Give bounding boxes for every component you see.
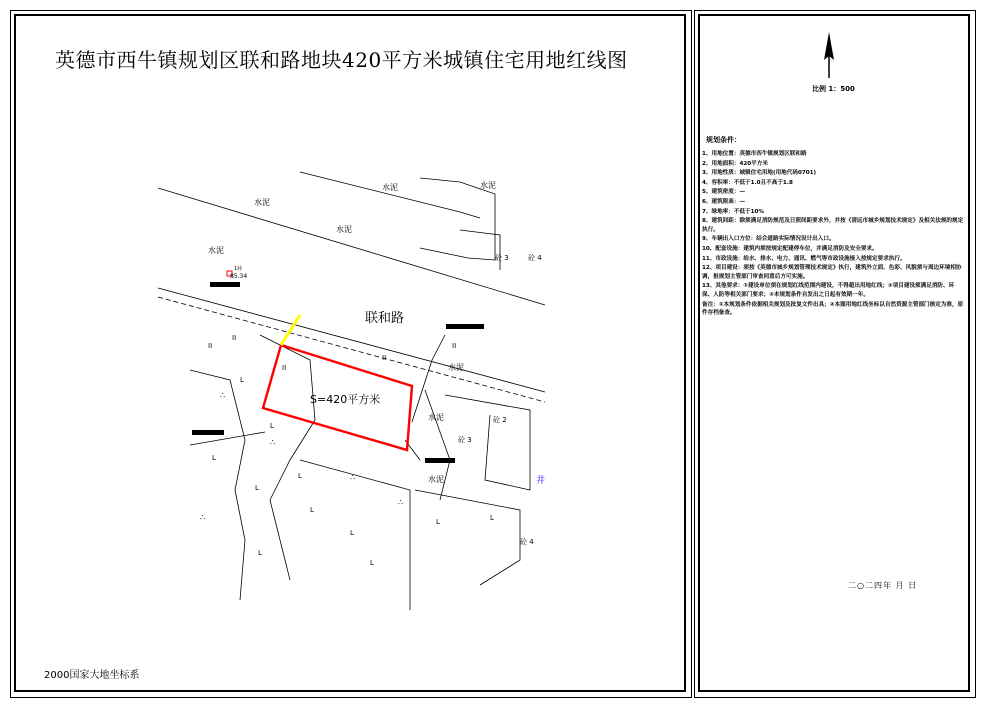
well-marker-icon: 井 — [536, 476, 546, 486]
concrete-label-3: 砼 3 — [495, 254, 509, 262]
control-point-marker-c — [192, 430, 224, 435]
ratio-label-5: II — [382, 354, 387, 362]
house-label-4: L — [270, 422, 274, 430]
north-arrow-icon — [818, 30, 840, 80]
condition-item: 5、建筑密度：— — [702, 189, 746, 196]
cement-label-1: 水泥 — [208, 246, 224, 255]
cement-label-3: 水泥 — [336, 225, 352, 234]
road-name-label: 联和路 — [365, 311, 405, 326]
highlight-mark — [281, 315, 300, 345]
planning-conditions-list — [702, 150, 964, 319]
elevation-label: 85.34 — [230, 273, 248, 280]
condition-item: 2、用地面积：420平方米 — [702, 160, 768, 167]
cement-label-4: 水泥 — [382, 183, 398, 192]
cement-label-5: 水泥 — [480, 181, 496, 190]
control-point-marker-d — [425, 458, 455, 463]
condition-item: 12、项目建设：须按《英德市城乡规划管理技术规定》执行，建筑外立面、色彩、风貌须与周边环境相协调，报规划主管部门审查同意后方可实施。 — [702, 265, 962, 280]
plot-area-label: S=420平方米 — [310, 393, 381, 406]
house-label-1: L — [240, 376, 244, 384]
building-block-north — [420, 178, 495, 260]
condition-item: 11、市政设施：给水、排水、电力、通讯、燃气等市政设施接入按规定要求执行。 — [702, 255, 906, 262]
condition-item: 3、用地性质：城镇住宅用地(用地代码0701) — [702, 170, 817, 177]
scale-label: 比例 1：500 — [812, 85, 855, 93]
house-label-11: L — [490, 514, 494, 522]
building-edge-north — [300, 172, 480, 218]
notes-title: 规划条件： — [706, 136, 741, 144]
coordinate-system-label: 2000国家大地坐标系 — [44, 670, 140, 681]
condition-item: 8、建筑间距：除须满足消防规范及日照间距要求外，并按《清远市城乡规划技术规定》及相关法规的规定执行。 — [702, 218, 964, 233]
house-label-5: L — [298, 472, 302, 480]
control-point-marker-a — [210, 282, 240, 287]
right-inner-frame — [698, 14, 970, 692]
leader-line-north — [412, 335, 445, 422]
north-arrow — [818, 30, 840, 80]
site-map — [150, 160, 560, 615]
cement-label-2: 水泥 — [254, 198, 270, 207]
parcel-south-a — [300, 460, 410, 610]
control-point-marker-b — [446, 324, 484, 329]
condition-item: 6、建筑限高：— — [702, 198, 746, 205]
cement-label-6: 水泥 — [428, 413, 444, 422]
condition-item: 7、绿地率：不低于10% — [702, 208, 765, 215]
road-setback-line — [158, 297, 545, 402]
house-label-3: L — [255, 484, 259, 492]
ratio-label-1: II — [208, 342, 213, 350]
house-label-8: L — [350, 529, 354, 537]
condition-item: 9、车辆出入口方位：结合道路实际情况设计出入口。 — [702, 236, 835, 243]
concrete-label-4b: 砼 4 — [520, 538, 534, 546]
hatch-label-3: ∴ — [350, 473, 356, 482]
cement-label-8: 水泥 — [448, 363, 464, 372]
parcel-south-b — [415, 490, 520, 585]
issue-date: 二○二四年 月 日 — [848, 581, 918, 590]
house-label-9: L — [370, 559, 374, 567]
condition-item: 13、其他要求：①建设单位须在规划红线范围内建设，不得超出用地红线；②项目建设须满足消防、环保、人防等相关部门要求；③本规划条件自发出之日起有效期一年。 — [702, 283, 955, 298]
parcel-west-b — [190, 370, 245, 600]
linework — [158, 172, 545, 610]
concrete-label-3b: 砼 3 — [458, 436, 472, 444]
parcel-west-a — [260, 335, 315, 580]
condition-item: 4、容积率：不低于1.0且不高于1.8 — [702, 179, 793, 186]
ratio-label-4: II — [452, 342, 457, 350]
hatch-label-5: ∴ — [398, 498, 404, 507]
ratio-label-3: II — [282, 364, 287, 372]
house-label-7: L — [258, 549, 262, 557]
house-label-10: L — [436, 518, 440, 526]
hatch-label-2: ∴ — [270, 438, 276, 447]
elevation-prefix: 1峠 — [234, 266, 243, 272]
building-block-ne — [460, 230, 500, 270]
house-label-2: L — [212, 454, 216, 462]
ratio-label-2: II — [232, 334, 237, 342]
concrete-label-4: 砼 4 — [528, 254, 542, 262]
condition-item: 1、用地位置：英德市西牛镇规划区联和路 — [702, 151, 807, 157]
concrete-label-2: 砼 2 — [493, 416, 507, 424]
hatch-label-4: ∴ — [200, 513, 206, 522]
cement-label-7: 水泥 — [428, 475, 444, 484]
condition-item: 备注：①本规划条件依据相关规划及批复文件出具；②本图用地红线坐标以自然资源主管部门核定为准，原件存档备查。 — [702, 301, 964, 317]
hatch-label-1: ∴ — [220, 391, 226, 400]
condition-item: 10、配套设施：建筑内须按规定配建停车位，并满足消防及安全要求。 — [702, 245, 878, 252]
house-label-6: L — [310, 506, 314, 514]
map-title: 英德市西牛镇规划区联和路地块420平方米城镇住宅用地红线图 — [55, 48, 628, 72]
